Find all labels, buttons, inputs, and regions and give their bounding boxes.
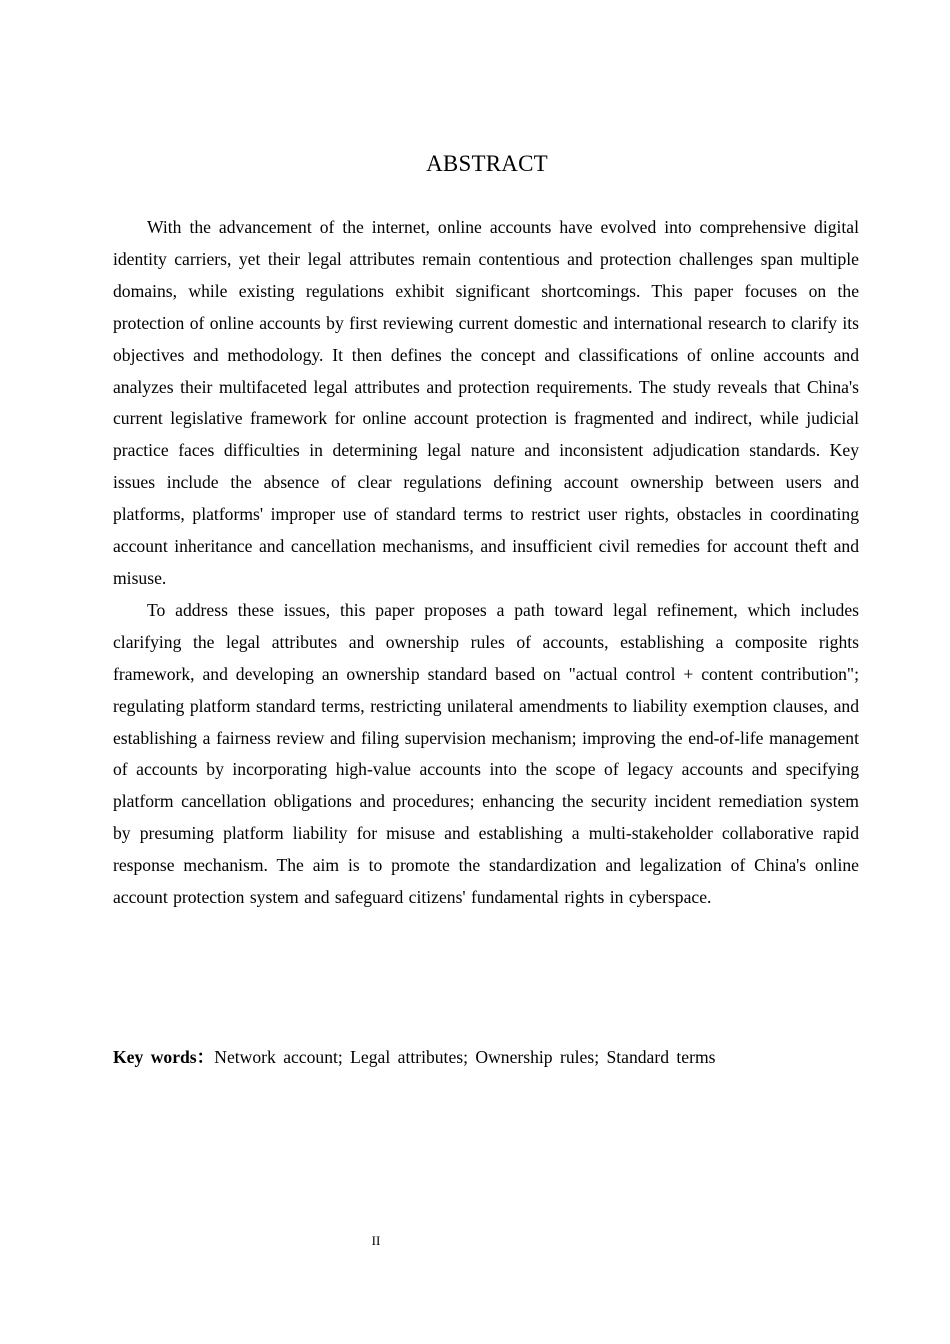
abstract-body — [113, 212, 859, 914]
abstract-title: ABSTRACT — [426, 151, 548, 176]
keywords-line — [113, 1042, 859, 1074]
keywords-label: Key words： — [113, 1047, 215, 1067]
abstract-paragraph-2: To address these issues, this paper proposes a path toward legal refinement, which includes clarifying the legal attributes and ownership rules of accounts, establishing a composite rights framework, and developing an ownership standard based on "actual control + content contribution"; regulating platform standard terms, restricting unilateral amendments to liability exemption clauses, and establishing a fairness review and filing supervision mechanism; improving the end-of-life management of accounts by incorporating high-value accounts into the scope of legacy accounts and specifying platform cancellation obligations and procedures; enhancing the security incident remediation system by presuming platform liability for misuse and establishing a multi-stakeholder collaborative rapid response mechanism. The aim is to promote the standardization and legalization of China's online account protection system and safeguard citizens' fundamental rights in cyberspace. — [113, 599, 859, 908]
keywords-text: Network account; Legal attributes; Ownership rules; Standard terms — [214, 1047, 716, 1067]
page-number: II — [371, 1233, 381, 1248]
abstract-paragraph-1: With the advancement of the internet, online accounts have evolved into comprehensive digital identity carriers, yet their legal attributes remain contentious and protection challenges span multiple domains, while existing regulations exhibit significant shortcomings. This paper focuses on the protection of online accounts by first reviewing current domestic and international research to clarify its objectives and methodology. It then defines the concept and classifications of online accounts and analyzes their multifaceted legal attributes and protection requirements. The study reveals that China's current legislative framework for online account protection is fragmented and indirect, while judicial practice faces difficulties in determining legal nature and inconsistent adjudication standards. Key issues include the absence of clear regulations defining account ownership between users and platforms, platforms' improper use of standard terms to restrict user rights, obstacles in coordinating account inheritance and cancellation mechanisms, and insufficient civil remedies for account theft and misuse. — [113, 217, 859, 588]
